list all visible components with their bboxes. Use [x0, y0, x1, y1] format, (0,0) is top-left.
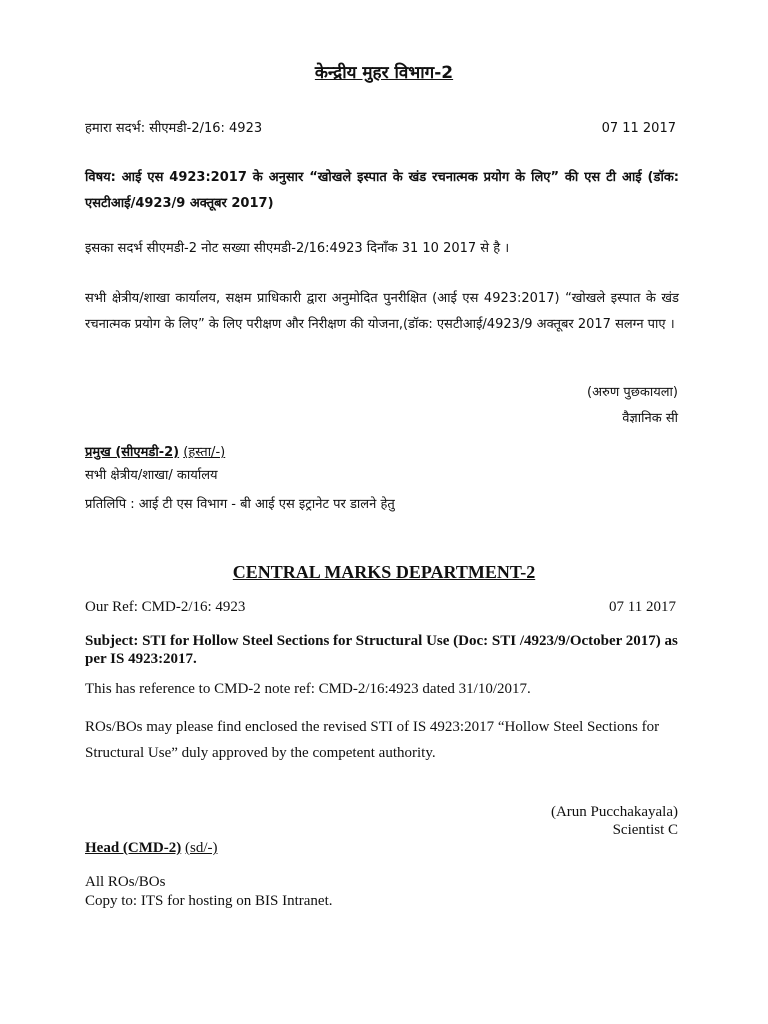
hindi-reference: इसका सदर्भ सीएमडी-2 नोट सख्या सीएमडी-2/16:4923 दिनाँक 31 10 2017 से है ।	[85, 241, 510, 256]
hindi-signatory-name: (अरुण पुछकायला)	[587, 385, 678, 400]
hindi-to: सभी क्षेत्रीय/शाखा/ कार्यालय	[85, 468, 218, 483]
hindi-title: केन्द्रीय मुहर विभाग-2	[314, 63, 454, 83]
english-head-sd: (sd/-)	[184, 840, 218, 856]
english-head	[85, 839, 217, 857]
english-signatory-title: Scientist C	[612, 822, 678, 838]
english-reference: This has reference to CMD-2 note ref: CMD-2/16:4923 dated 31/10/2017.	[85, 681, 531, 697]
hindi-date: 07 11 2017	[601, 121, 676, 136]
english-our-ref: Our Ref: CMD-2/16: 4923	[85, 599, 246, 615]
hindi-body: सभी क्षेत्रीय/शाखा कार्यालय, सक्षम प्राधिकारी द्वारा अनुमोदित पुनरीक्षित (आई एस 4923:2017) “खोखले इस्पात के खंड रचनात्मक प्रयोग के लिए” के लिए परीक्षण और निरीक्षण की योजना,(डॉक: एसटीआई/4923/9 अक्तूबर 2017 सलग्न पाए ।	[85, 291, 679, 332]
hindi-head-sd: (हस्ता/-)	[183, 445, 226, 460]
hindi-subject-label: विषय:	[85, 170, 116, 185]
hindi-signatory-title: वैज्ञानिक सी	[622, 411, 678, 426]
english-to: All ROs/BOs	[85, 874, 166, 890]
english-signatory-name: (Arun Pucchakayala)	[550, 804, 678, 820]
hindi-signatory	[587, 380, 678, 432]
hindi-subject	[85, 165, 679, 217]
hindi-head-label: प्रमुख (सीएमडी-2)	[85, 445, 180, 460]
hindi-our-ref: हमारा सदर्भ: सीएमडी-2/16: 4923	[85, 121, 263, 136]
english-title: CENTRAL MARKS DEPARTMENT-2	[232, 562, 536, 582]
hindi-copy-to: प्रतिलिपि : आई टी एस विभाग - बी आई एस इट्रानेट पर डालने हेतु	[85, 497, 395, 512]
english-date: 07 11 2017	[609, 599, 676, 615]
english-signatory	[551, 803, 678, 839]
english-body: ROs/BOs may please find enclosed the revised STI of IS 4923:2017 “Hollow Steel Sections for Structural Use” duly approved by the competent authority.	[85, 719, 660, 761]
english-head-label: Head (CMD-2)	[85, 840, 182, 856]
english-subject: Subject: STI for Hollow Steel Sections for Structural Use (Doc: STI /4923/9/October 2017) as per IS 4923:2017.	[85, 633, 678, 667]
english-copy-to: Copy to: ITS for hosting on BIS Intranet.	[85, 893, 333, 909]
hindi-subject-text: आई एस 4923:2017 के अनुसार “खोखले इस्पात के खंड रचनात्मक प्रयोग के लिए” की एस टी आई (डॉक: एसटीआई/4923/9 अक्तूबर 2017)	[85, 170, 679, 211]
